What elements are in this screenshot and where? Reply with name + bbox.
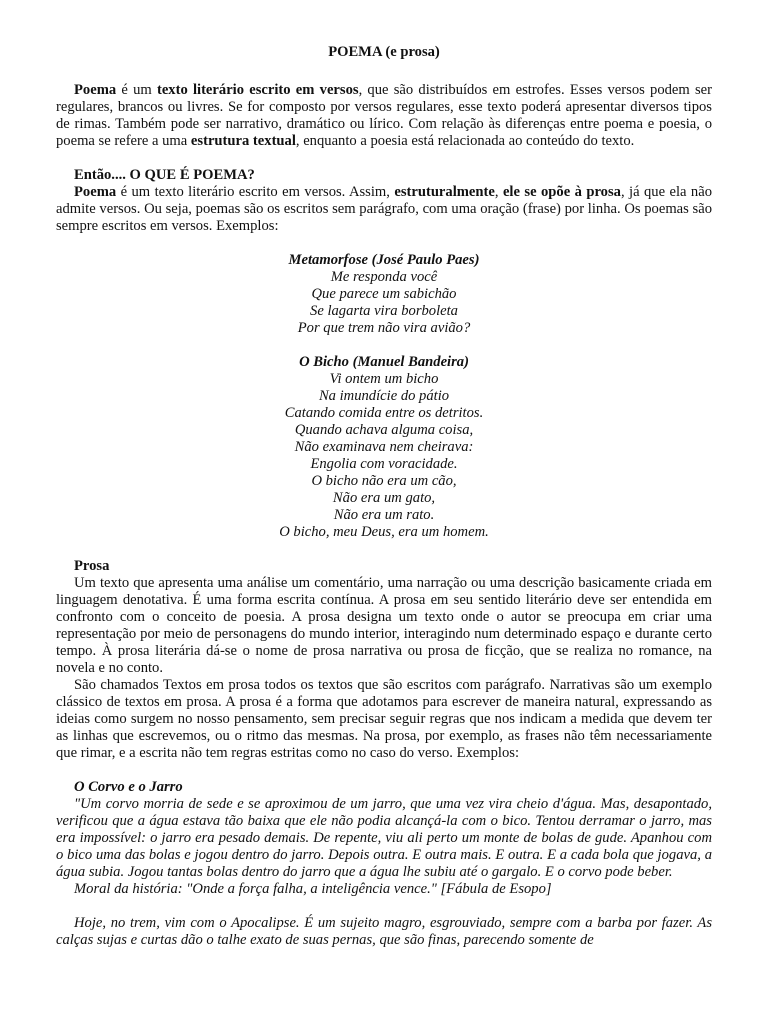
example-fable-text: "Um corvo morria de sede e se aproximou de um jarro, que uma vez vira cheio d'água. Mas, desapontado, verificou que a água estava tão baixa que ele não podia alcançá-la com o bico. Tentou derramar o jarro, mas era impossível: o jarro era pesado demais. De repente, viu ali perto um monte de bolas de gude. Apanhou com o bico uma das bolas e jogou dentro do jarro. Depois outra. E outra mais. E outra. E a cada bola que jogava, a água subia. Jogou tantas bolas dentro do jarro que a água lhe subiu até o gargalo. E o corvo pode beber.: [56, 796, 712, 880]
section-heading-prosa: Prosa: [74, 558, 110, 574]
intro-term: Poema: [74, 82, 117, 98]
poem-metamorfose: [56, 252, 712, 337]
example-apocalipse-text: Hoje, no trem, vim com o Apocalipse. É um sujeito magro, esgrouviado, sempre com a barba por fazer. As calças sujas e curtas dão o talhe exato de suas pernas, que são finas, parecendo somente de: [56, 915, 712, 948]
poem-line: Engolia com voracidade.: [310, 456, 458, 472]
poem-line: Se lagarta vira borboleta: [310, 303, 458, 319]
poem-title: O Bicho (Manuel Bandeira): [299, 354, 469, 370]
poem-definition-paragraph: Poema é um texto literário escrito em versos. Assim, estruturalmente, ele se opõe à prosa, já que ela não admite versos. Ou seja, poemas são os escritos sem parágrafo, com uma oração (frase) por linha. Os poemas são sempre escritos em versos. Exemplos:: [56, 184, 712, 234]
poem-line: O bicho não era um cão,: [311, 473, 457, 489]
poem-line: Não era um rato.: [333, 507, 435, 523]
intro-paragraph: Poema é um texto literário escrito em versos, que são distribuídos em estrofes. Esses versos podem ser regulares, brancos ou livres. Se for composto por versos regulares, esse texto poderá apresentar diversos tipos de rimas. Também pode ser narrativo, dramático ou lírico. Com relação às diferenças entre poema e poesia, o poema se refere a uma estrutura textual, enquanto a poesia está relacionada ao conteúdo do texto.: [56, 82, 712, 149]
poem-line: Não examinava nem cheirava:: [294, 439, 474, 455]
poem-line: Não era um gato,: [332, 490, 436, 506]
poem-line: O bicho, meu Deus, era um homem.: [279, 524, 489, 540]
poem-line: Quando achava alguma coisa,: [294, 422, 474, 438]
poem-line: Por que trem não vira avião?: [297, 320, 471, 336]
poem-title: Metamorfose (José Paulo Paes): [288, 252, 480, 268]
example-title: O Corvo e o Jarro: [74, 779, 183, 795]
poem-line: Vi ontem um bicho: [329, 371, 439, 387]
poem-o-bicho: [56, 354, 712, 541]
poem-line: Me responda você: [330, 269, 438, 285]
example-moral: Moral da história: "Onde a força falha, a inteligência vence." [Fábula de Esopo]: [74, 881, 552, 897]
poem-line: Que parece um sabichão: [311, 286, 457, 302]
section-heading-what-is-poem: Então.... O QUE É POEMA?: [74, 167, 255, 183]
poem-line: Na imundície do pátio: [318, 388, 450, 404]
document-title: POEMA (e prosa): [328, 44, 440, 60]
prosa-paragraph: Um texto que apresenta uma análise um comentário, uma narração ou uma descrição basicamente criada em linguagem denotativa. É uma forma escrita contínua. A prosa em seu sentido literário deve ser entendida em confronto com o conceito de poesia. A prosa designa um texto onde o autor se preocupa em criar uma representação por meio de personagens do mundo interior, interagindo num determinado espaço e durante certo tempo. À prosa literária dá-se o nome de prosa narrativa ou prosa de ficção, que se realiza no romance, na novela e no conto.: [56, 575, 712, 676]
poem-line: Catando comida entre os detritos.: [284, 405, 484, 421]
prosa-paragraph: São chamados Textos em prosa todos os textos que são escritos com parágrafo. Narrativas são um exemplo clássico de textos em prosa. A prosa é a forma que adotamos para escrever de maneira natural, expressando as ideias como surgem no nosso pensamento, sem precisar seguir regras que nos indicam a medida que devem ter as linhas que escrevemos, ou o ritmo das mesmas. Na prosa, por exemplo, as frases não têm necessariamente que rimar, e a escrita não tem regras estritas como no caso do verso. Exemplos:: [56, 677, 712, 761]
